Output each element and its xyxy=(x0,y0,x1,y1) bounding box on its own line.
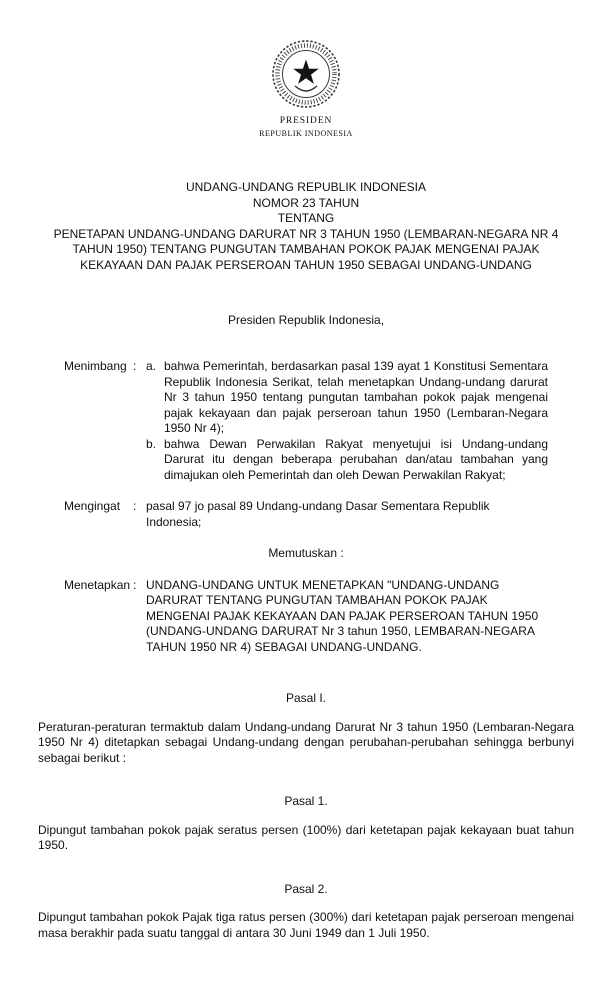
articles-section xyxy=(38,691,574,941)
article-text: Peraturan-peraturan termaktub dalam Undang-undang Darurat Nr 3 tahun 1950 (Lembaran-Negara 1950 Nr 4) ditetapkan sebagai Undang-undang dengan perubahan-perubahan sehingga berbunyi sebagai berikut : xyxy=(38,719,574,765)
document-title-block xyxy=(38,180,574,273)
salutation: Presiden Republik Indonesia, xyxy=(227,313,385,327)
list-item xyxy=(146,437,548,484)
article-text: Dipungut tambahan pokok Pajak tiga ratus persen (300%) dari ketetapan pajak perseroan mengenai masa berakhir pada suatu tanggal di antara 30 Juni 1949 dan 1 Juli 1950. xyxy=(38,910,574,940)
menimbang-row xyxy=(64,359,548,483)
mengingat-row xyxy=(64,499,548,530)
letterhead-subtitle: REPUBLIK INDONESIA xyxy=(259,129,353,138)
article-heading: Pasal 1. xyxy=(284,794,328,808)
menimbang-colon: : xyxy=(133,359,137,373)
menetapkan-text: UNDANG-UNDANG UNTUK MENETAPKAN "UNDANG-UNDANG DARURAT TENTANG PUNGUTAN TAMBAHAN POKOK PAJAK MENGENAI PAJAK KEKAYAAN DAN PAJAK PERSEROAN TAHUN 1950 (UNDANG-UNDANG DARURAT Nr 3 tahun 1950, LEMBARAN-NEGARA TAHUN 1950 NR 4) SEBAGAI UNDANG-UNDANG. xyxy=(146,577,539,654)
memutuskan-heading: Memutuskan : xyxy=(268,546,344,560)
article-heading: Pasal I. xyxy=(285,691,327,705)
menetapkan-row xyxy=(64,578,548,656)
item-marker: b. xyxy=(146,436,157,451)
item-marker: a. xyxy=(146,359,157,373)
menetapkan-label: Menetapkan xyxy=(64,577,131,592)
mengingat-colon: : xyxy=(133,499,137,513)
title-line-2: NOMOR 23 TAHUN xyxy=(252,195,360,210)
article-heading: Pasal 2. xyxy=(284,881,328,896)
mengingat-label: Mengingat xyxy=(64,499,121,513)
title-line-1: UNDANG-UNDANG REPUBLIK INDONESIA xyxy=(185,180,427,194)
article-text: Dipungut tambahan pokok pajak seratus persen (100%) dari ketetapan pajak kekayaan buat tahun 1950. xyxy=(38,822,574,852)
menetapkan-colon: : xyxy=(133,577,137,592)
letterhead-title: PRESIDEN xyxy=(279,116,333,126)
item-text: bahwa Dewan Perwakilan Rakyat menyetujui isi Undang-undang Darurat itu dengan beberapa perubahan dan/atau tambahan yang dimajukan oleh Pemerintah dan oleh Dewan Perwakilan Rakyat; xyxy=(164,436,548,482)
mengingat-text: pasal 97 jo pasal 89 Undang-undang Dasar Sementara Republik Indonesia; xyxy=(146,499,490,529)
letterhead xyxy=(38,38,574,138)
menimbang-content xyxy=(146,359,548,483)
item-text: bahwa Pemerintah, berdasarkan pasal 139 ayat 1 Konstitusi Sementara Republik Indonesia Serikat, telah menetapkan Undang-undang darurat Nr 3 tahun 1950 tentang pungutan tambahan pokok pajak mengenai pajak kekayaan dan pajak perseroan tahun 1950 (Lembaran-Negara 1950 Nr 4); xyxy=(164,359,548,435)
list-item xyxy=(146,359,548,437)
presidential-seal-icon xyxy=(270,38,342,110)
title-line-3: TENTANG xyxy=(277,211,335,225)
menimbang-label: Menimbang xyxy=(64,359,127,373)
preamble xyxy=(38,359,574,655)
title-line-4: PENETAPAN UNDANG-UNDANG DARURAT NR 3 TAHUN 1950 (LEMBARAN-NEGARA NR 4 TAHUN 1950) TENTANG PUNGUTAN TAMBAHAN POKOK PAJAK MENGENAI PAJAK KEKAYAAN DAN PAJAK PERSEROAN TAHUN 1950 SEBAGAI UNDANG-UNDANG xyxy=(53,226,559,272)
